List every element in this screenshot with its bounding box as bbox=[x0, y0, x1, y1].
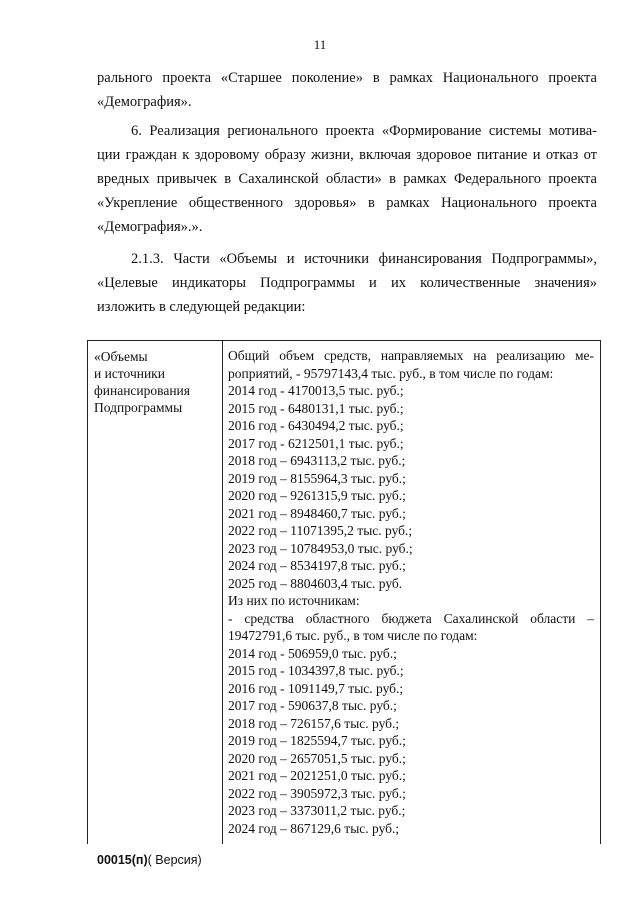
table-value-line: 2018 год – 6943113,2 тыс. руб.; bbox=[228, 453, 406, 468]
document-code: 00015(п) bbox=[97, 853, 148, 867]
table-value-line: 2024 год – 8534197,8 тыс. руб.; bbox=[228, 558, 406, 573]
text-line: рального проекта «Старшее поколение» в рамках Национального проекта bbox=[97, 70, 597, 86]
table-value-line: 2022 год – 11071395,2 тыс. руб.; bbox=[228, 523, 413, 538]
table-value-cell bbox=[228, 347, 594, 837]
paragraph-continuation bbox=[97, 66, 597, 114]
page-number: 11 bbox=[313, 37, 327, 52]
table-value-line: 19472791,6 тыс. руб., в том числе по годам: bbox=[228, 628, 478, 643]
table-value-line: 2015 год - 1034397,8 тыс. руб.; bbox=[228, 663, 404, 678]
text-line: «Демография». bbox=[97, 94, 192, 110]
text-line: «Укрепление общественного здоровья» в рамках Национального проекта bbox=[97, 195, 597, 211]
text-line: ции граждан к здоровому образу жизни, включая здоровое питание и отказ от bbox=[97, 147, 597, 163]
table-column-divider bbox=[222, 341, 223, 844]
table-value-line: 2016 год - 6430494,2 тыс. руб.; bbox=[228, 418, 404, 433]
document-footer bbox=[97, 853, 202, 867]
table-value-line: 2017 год - 590637,8 тыс. руб.; bbox=[228, 698, 397, 713]
table-value-line: 2023 год – 10784953,0 тыс. руб.; bbox=[228, 540, 413, 556]
table-value-line: 2020 год – 9261315,9 тыс. руб.; bbox=[228, 488, 406, 503]
text-line: 6. Реализация регионального проекта «Формирование системы мотива- bbox=[131, 123, 597, 139]
paragraph-item-6 bbox=[97, 119, 597, 239]
table-label-line: «Объемы bbox=[94, 349, 148, 364]
text-line: изложить в следующей редакции: bbox=[97, 299, 306, 315]
text-line: вредных привычек в Сахалинской области» в рамках Федерального проекта bbox=[97, 171, 597, 187]
table-value-line: 2024 год – 867129,6 тыс. руб.; bbox=[228, 820, 400, 836]
table-label-cell bbox=[94, 348, 218, 416]
text-line: «Целевые индикаторы Подпрограммы и их количественные значения» bbox=[97, 275, 597, 291]
table-value-line: Общий объем средств, направляемых на реализацию ме- bbox=[228, 348, 594, 363]
table-value-line: роприятий, - 95797143,4 тыс. руб., в том числе по годам: bbox=[228, 365, 554, 381]
table-value-line: 2014 год - 506959,0 тыс. руб.; bbox=[228, 645, 397, 661]
table-label-line: финансирования bbox=[94, 383, 190, 398]
table-value-line: 2025 год – 8804603,4 тыс. руб. bbox=[228, 575, 403, 591]
table-value-line: 2021 год – 2021251,0 тыс. руб.; bbox=[228, 768, 406, 783]
table-value-line: Из них по источникам: bbox=[228, 593, 360, 608]
table-value-line: 2019 год – 8155964,3 тыс. руб.; bbox=[228, 470, 406, 486]
table-value-line: - средства областного бюджета Сахалинской области – bbox=[228, 610, 594, 626]
table-value-line: 2017 год - 6212501,1 тыс. руб.; bbox=[228, 435, 404, 451]
table-value-line: 2015 год - 6480131,1 тыс. руб.; bbox=[228, 400, 404, 416]
funding-table bbox=[87, 340, 601, 844]
table-value-line: 2019 год – 1825594,7 тыс. руб.; bbox=[228, 733, 406, 748]
table-value-line: 2023 год – 3373011,2 тыс. руб.; bbox=[228, 803, 406, 818]
table-value-line: 2021 год – 8948460,7 тыс. руб.; bbox=[228, 505, 406, 521]
table-value-line: 2020 год – 2657051,5 тыс. руб.; bbox=[228, 750, 406, 766]
paragraph-2-1-3 bbox=[97, 247, 597, 319]
table-value-line: 2018 год – 726157,6 тыс. руб.; bbox=[228, 715, 400, 731]
table-label-line: Подпрограммы bbox=[94, 400, 183, 415]
table-value-line: 2014 год - 4170013,5 тыс. руб.; bbox=[228, 383, 404, 398]
table-value-line: 2022 год – 3905972,3 тыс. руб.; bbox=[228, 785, 406, 801]
text-line: «Демография».». bbox=[97, 219, 203, 235]
text-line: 2.1.3. Части «Объемы и источники финансирования Подпрограммы», bbox=[131, 251, 597, 267]
table-value-line: 2016 год - 1091149,7 тыс. руб.; bbox=[228, 680, 404, 696]
document-version: ( Версия) bbox=[147, 853, 202, 867]
table-label-line: и источники bbox=[94, 366, 165, 381]
